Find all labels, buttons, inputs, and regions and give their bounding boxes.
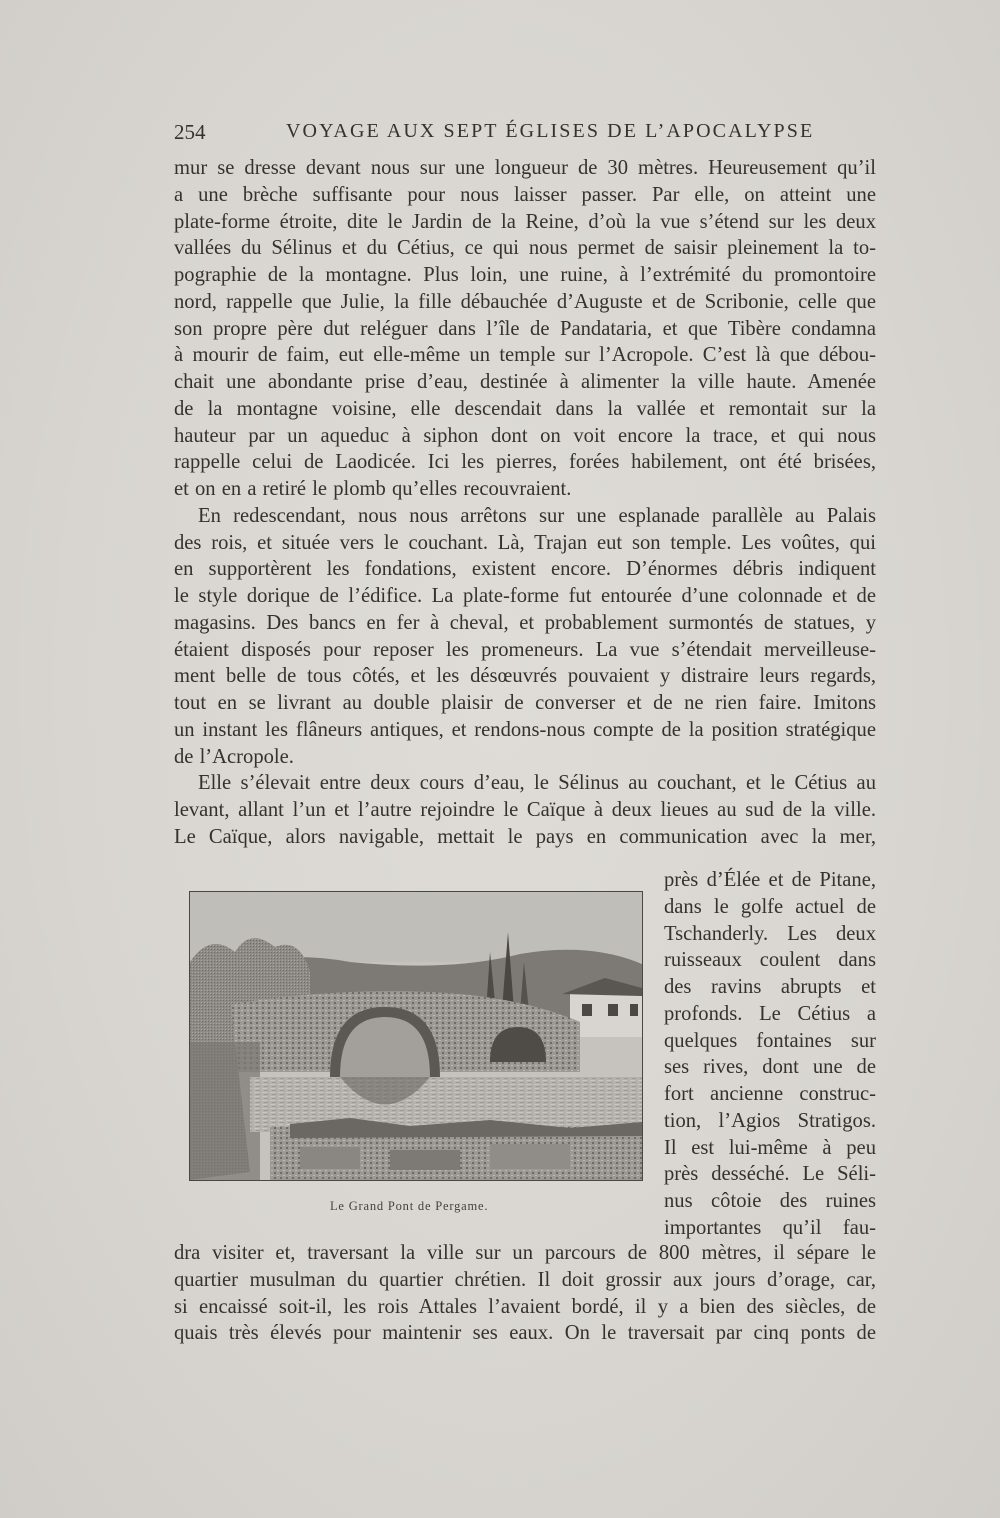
text-line: près desséché. Le Séli- [664,1163,876,1186]
text-line: quelques fontaines sur [664,1029,876,1052]
text-line: chait une abondante prise d’eau, destinée à alimenter la ville haute. Amenée [174,371,876,393]
text-line: quartier musulman du quartier chrétien. Il doit grossir aux jours d’orage, car, [174,1268,876,1291]
text-line: dans le golfe actuel de [664,895,876,918]
text-line: pographie de la montagne. Plus loin, une ruine, à l’extrémité du promontoire [174,264,876,286]
text-line: hauteur par un aqueduc à siphon dont on voit encore la trace, et qui nous [174,424,876,447]
text-line: tion, l’Agios Stratigos. [664,1109,876,1132]
text-line: ment belle de tous côtés, et les désœuvrés pouvaient y distraire leurs regards, [174,665,876,688]
running-title: VOYAGE AUX SEPT ÉGLISES DE L’APOCALYPSE [286,120,815,142]
text-line: a une brèche suffisante pour nous laisser passer. Par elle, on atteint une [174,183,876,206]
text-line: nus côtoie des ruines [664,1190,876,1212]
text-line: à mourir de faim, eut elle-même un temple sur l’Acropole. C’est là que débou- [174,344,876,367]
text-line: magasins. Des bancs en fer à cheval, et probablement surmontés de statues, y [174,611,876,634]
page-number: 254 [174,120,206,144]
figure-caption: Le Grand Pont de Pergame. [330,1199,489,1213]
text-line: nord, rappelle que Julie, la fille débauchée d’Auguste et de Scribonie, celle que [174,290,876,313]
text-line: et on en a retiré le plomb qu’elles recouvraient. [174,478,572,500]
text-line: levant, allant l’un et l’autre rejoindre le Caïque à deux lieues au sud de la ville. [174,799,876,821]
text-line: Tschanderly. Les deux [664,922,876,945]
text-line: un instant les flâneurs antiques, et rendons-nous compte de la position stratégique [174,718,876,741]
text-line: rappelle celui de Laodicée. Ici les pierres, forées habilement, ont été brisées, [174,451,876,474]
text-line: dra visiter et, traversant la ville sur un parcours de 800 mètres, il sépare le [174,1242,876,1264]
bridge-illustration [190,892,642,1180]
text-line: en supportèrent les fondations, existent encore. D’énormes débris indiquent [174,558,876,581]
text-line: des rois, et située vers le couchant. Là, Trajan eut son temple. Les voûtes, qui [174,531,876,554]
text-line: profonds. Le Cétius a [664,1002,876,1025]
text-line: près d’Élée et de Pitane, [664,869,876,891]
bridge-photograph [189,891,643,1181]
running-head [174,120,876,150]
text-line: Elle s’élevait entre deux cours d’eau, le Sélinus au couchant, et le Cétius au [198,772,876,795]
text-line: plate-forme étroite, dite le Jardin de la Reine, d’où la vue s’étend sur les deux [174,210,876,233]
text-line: mur se dresse devant nous sur une longueur de 30 mètres. Heureusement qu’il [174,157,876,179]
body-text-beside-figure [664,867,876,1242]
text-line: de l’Acropole. [174,745,294,768]
text-line: étaient disposés pour reposer les promeneurs. La vue s’étendait merveilleuse- [174,638,876,661]
body-text-bottom [174,1240,876,1347]
text-line: En redescendant, nous nous arrêtons sur une esplanade parallèle au Palais [198,504,876,527]
text-line: tout en se livrant au double plaisir de converser et de ne rien faire. Imitons [174,692,876,714]
text-line: ruisseaux coulent dans [664,949,876,972]
text-line: fort ancienne construc- [664,1083,876,1105]
text-line: de la montagne voisine, elle descendait dans la vallée et remontait sur la [174,397,876,420]
text-line: si encaissé soit-il, les rois Attales l’avaient bordé, il y a bien des siècles, de [174,1295,876,1318]
text-line: vallées du Sélinus et du Cétius, ce qui nous permet de saisir pleinement la to- [174,237,876,260]
body-text-top [174,155,876,851]
text-line: importantes qu’il fau- [664,1216,876,1239]
text-line: ses rives, dont une de [664,1056,876,1079]
text-line: des ravins abrupts et [664,976,876,998]
text-line: son propre père dut reléguer dans l’île de Pandataria, et que Tibère condamna [174,317,876,340]
text-line: le style dorique de l’édifice. La plate-forme fut entourée d’une colonnade et de [174,585,876,607]
text-line: Il est lui-même à peu [664,1136,876,1159]
text-line: quais très élevés pour maintenir ses eaux. On le traversait par cinq ponts de [174,1322,876,1345]
text-line: Le Caïque, alors navigable, mettait le pays en communication avec la mer, [174,825,876,848]
